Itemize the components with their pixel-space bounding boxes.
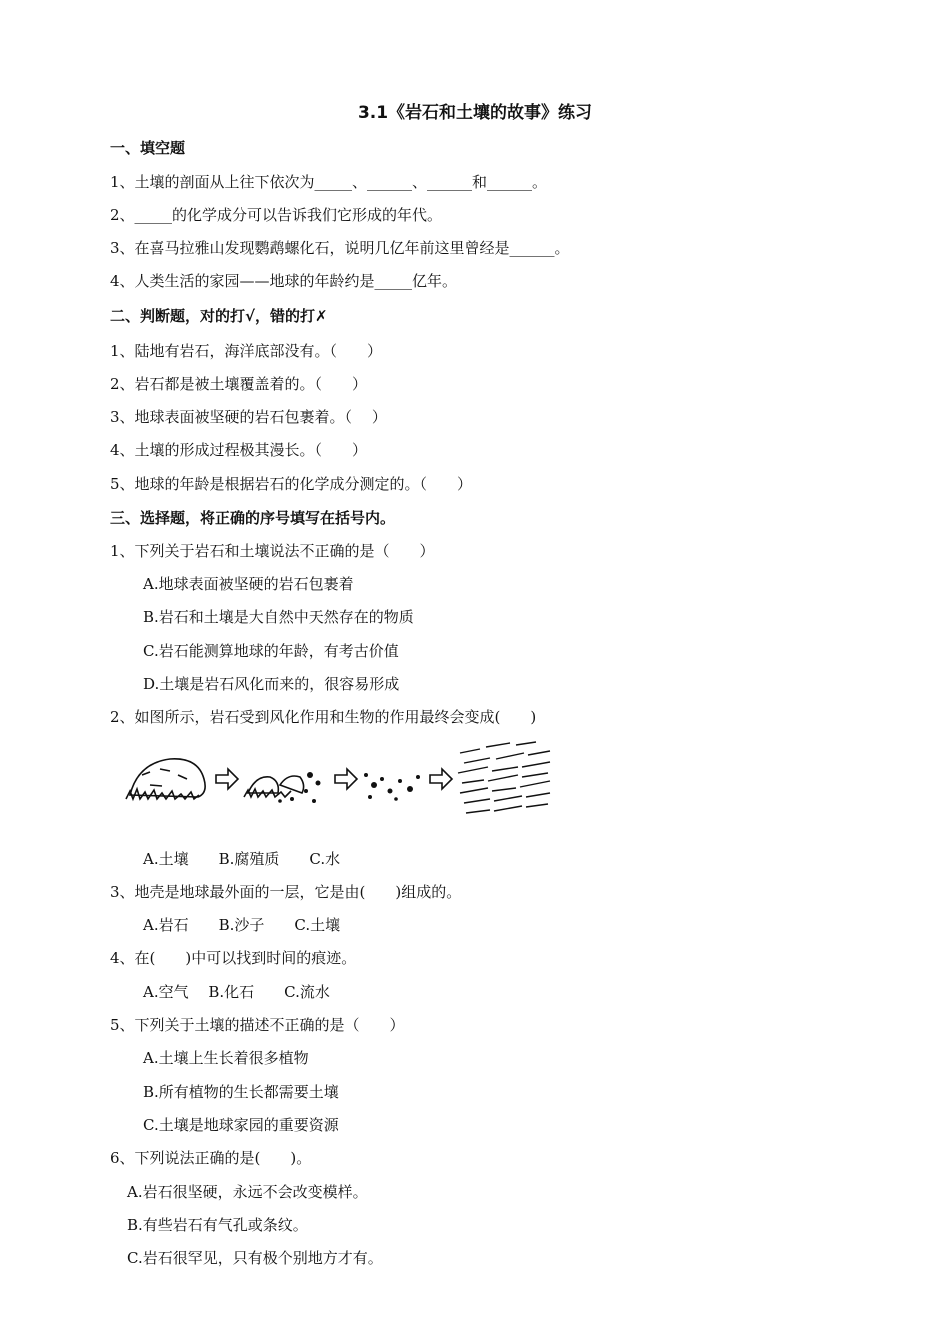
judge-question-3: 3、地球表面被坚硬的岩石包裹着。（ ） bbox=[110, 408, 387, 426]
section-judge-heading: 二、判断题，对的打√，错的打✗ bbox=[110, 307, 328, 325]
choice-1-option-a: A.地球表面被坚硬的岩石包裹着 bbox=[143, 575, 354, 593]
page-title: 3.1《岩石和土壤的故事》练习 bbox=[357, 103, 593, 123]
choice-4-options: A.空气 B.化石 C.流水 bbox=[143, 983, 330, 1001]
judge-question-1: 1、陆地有岩石，海洋底部没有。（ ） bbox=[110, 342, 383, 360]
section-fill-heading: 一、填空题 bbox=[110, 139, 186, 157]
fill-question-4: 4、人类生活的家园——地球的年龄约是_____亿年。 bbox=[110, 272, 458, 290]
choice-question-4: 4、在( )中可以找到时间的痕迹。 bbox=[110, 949, 357, 967]
judge-question-5: 5、地球的年龄是根据岩石的化学成分测定的。（ ） bbox=[110, 475, 473, 493]
choice-5-option-a: A.土壤上生长着很多植物 bbox=[143, 1049, 309, 1067]
fill-question-1: 1、土壤的剖面从上往下依次为_____、______、______和______。 bbox=[110, 173, 548, 191]
choice-3-options: A.岩石 B.沙子 C.土壤 bbox=[143, 916, 341, 934]
fill-question-2: 2、_____的化学成分可以告诉我们它形成的年代。 bbox=[110, 206, 443, 224]
choice-5-option-c: C.土壤是地球家园的重要资源 bbox=[143, 1116, 339, 1134]
choice-question-2: 2、如图所示，岩石受到风化作用和生物的作用最终会变成( ) bbox=[110, 708, 537, 726]
section-choice-heading: 三、选择题，将正确的序号填写在括号内。 bbox=[110, 509, 396, 527]
rock-weathering-figure bbox=[120, 735, 560, 825]
choice-2-options: A.土壤 B.腐殖质 C.水 bbox=[143, 850, 341, 868]
choice-6-option-a: A.岩石很坚硬，永远不会改变模样。 bbox=[127, 1183, 368, 1201]
fill-question-3: 3、在喜马拉雅山发现鹦鹉螺化石，说明几亿年前这里曾经是______。 bbox=[110, 239, 570, 257]
choice-6-option-b: B.有些岩石有气孔或条纹。 bbox=[127, 1216, 308, 1234]
choice-question-3: 3、地壳是地球最外面的一层，它是由( )组成的。 bbox=[110, 883, 462, 901]
choice-1-option-c: C.岩石能测算地球的年龄，有考古价值 bbox=[143, 642, 399, 660]
judge-question-2: 2、岩石都是被土壤覆盖着的。（ ） bbox=[110, 375, 368, 393]
judge-question-4: 4、土壤的形成过程极其漫长。（ ） bbox=[110, 441, 368, 459]
choice-question-5: 5、下列关于土壤的描述不正确的是（ ） bbox=[110, 1016, 405, 1034]
choice-1-option-b: B.岩石和土壤是大自然中天然存在的物质 bbox=[143, 608, 414, 626]
choice-1-option-d: D.土壤是岩石风化而来的，很容易形成 bbox=[143, 675, 400, 693]
choice-question-6: 6、下列说法正确的是( )。 bbox=[110, 1149, 312, 1167]
choice-6-option-c: C.岩石很罕见，只有极个别地方才有。 bbox=[127, 1249, 383, 1267]
choice-5-option-b: B.所有植物的生长都需要土壤 bbox=[143, 1083, 339, 1101]
choice-question-1: 1、下列关于岩石和土壤说法不正确的是（ ） bbox=[110, 542, 435, 560]
